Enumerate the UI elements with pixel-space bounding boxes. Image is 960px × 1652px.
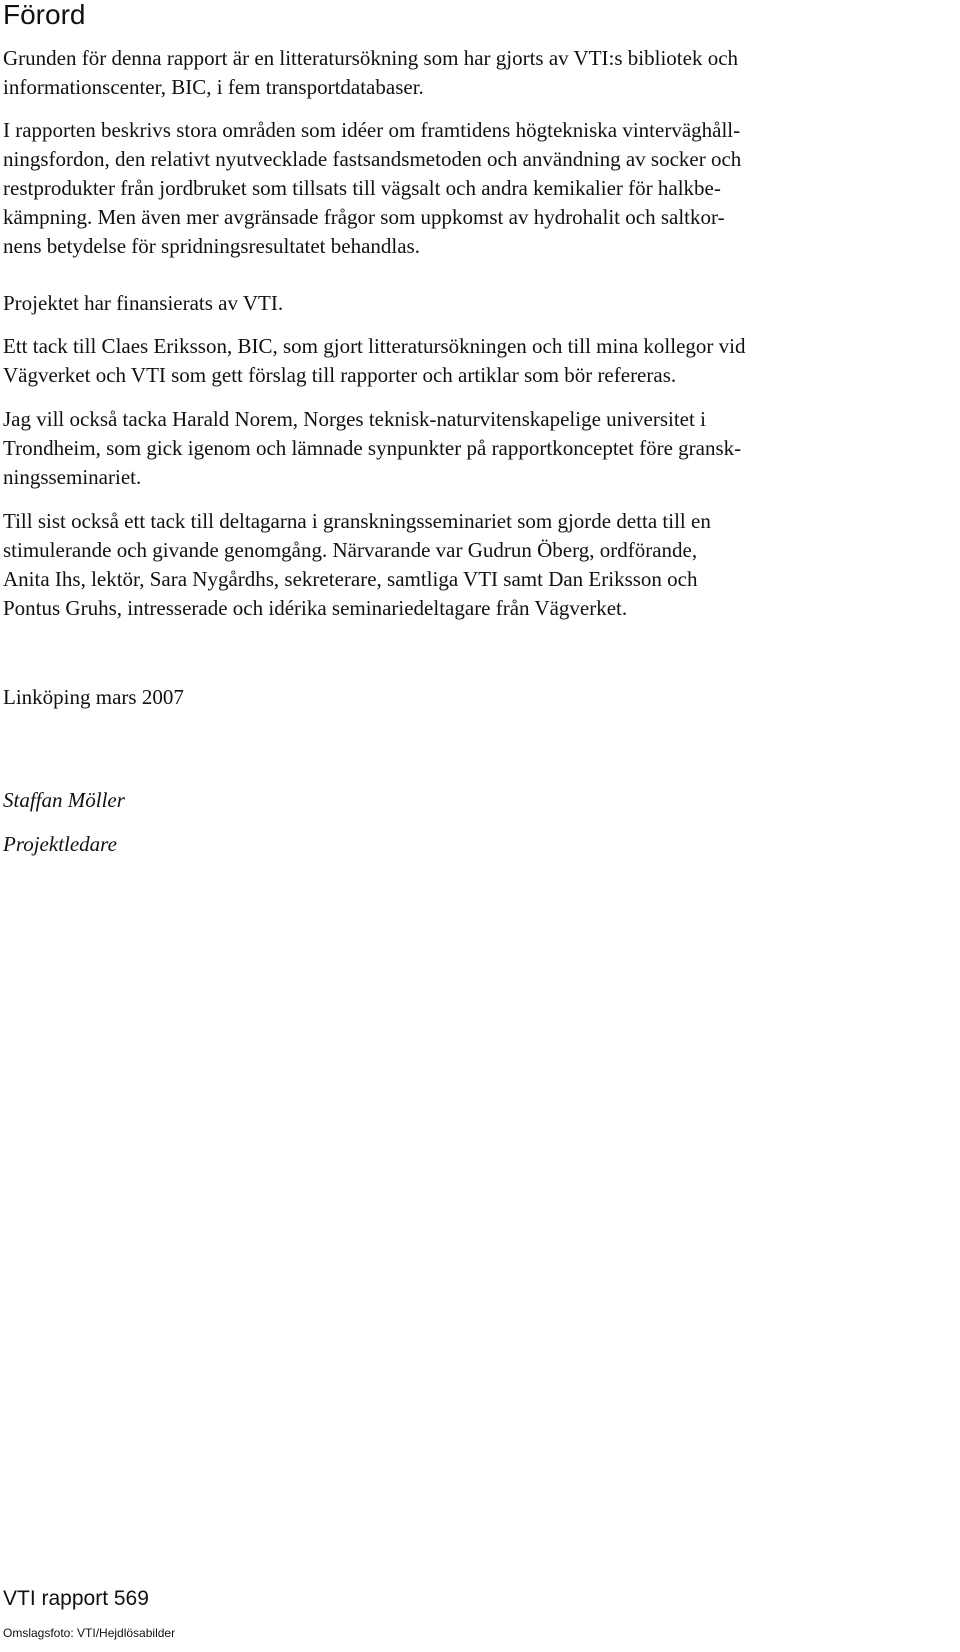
paragraph-scope: I rapporten beskrivs stora områden som idéer om framtidens högtekniska vinterväghåll- ningsfordon, den relativt nyutvecklade fastsandsmetoden och användning av socker och restprodukter från jordbruket som tillsats till vägsalt och andra kemikalier för halkbe- kämpning. Men även mer avgränsade frågor som uppkomst av hydrohalit och saltkor- nens betydelse för spridningsresultatet behandlas. (3, 118, 742, 258)
signature-role: Projektledare (3, 832, 117, 856)
report-number: VTI rapport 569 (3, 1587, 149, 1610)
page-title: Förord (3, 0, 86, 30)
signature-name: Staffan Möller (3, 788, 125, 812)
paragraph-background: Grunden för denna rapport är en litteratursökning som har gjorts av VTI:s bibliotek och informationscenter, BIC, i fem transportdatabaser. (3, 46, 739, 99)
place-date: Linköping mars 2007 (3, 685, 184, 709)
paragraph-thanks-norem: Jag vill också tacka Harald Norem, Norges teknisk-naturvitenskapelige universitet i Trondheim, som gick igenom och lämnade synpunkter på rapportkonceptet före gransk- ningsseminariet. (3, 407, 742, 489)
paragraph-thanks-bic: Ett tack till Claes Eriksson, BIC, som gjort litteratursökningen och till mina kollegor vid Vägverket och VTI som gett förslag till rapporter och artiklar som bör refereras. (3, 334, 746, 387)
paragraph-funding: Projektet har finansierats av VTI. (3, 291, 284, 315)
photo-credit: Omslagsfoto: VTI/Hejdlösabilder (3, 1626, 176, 1640)
paragraph-thanks-seminar: Till sist också ett tack till deltagarna i granskningsseminariet som gjorde detta till en stimulerande och givande genomgång. Närvarande var Gudrun Öberg, ordförande, Anita Ihs, lektör, Sara Nygårdhs, sekreterare, samtliga VTI samt Dan Eriksson och Pontus Gruhs, intresserade och idérika seminariedeltagare från Vägverket. (3, 509, 711, 620)
